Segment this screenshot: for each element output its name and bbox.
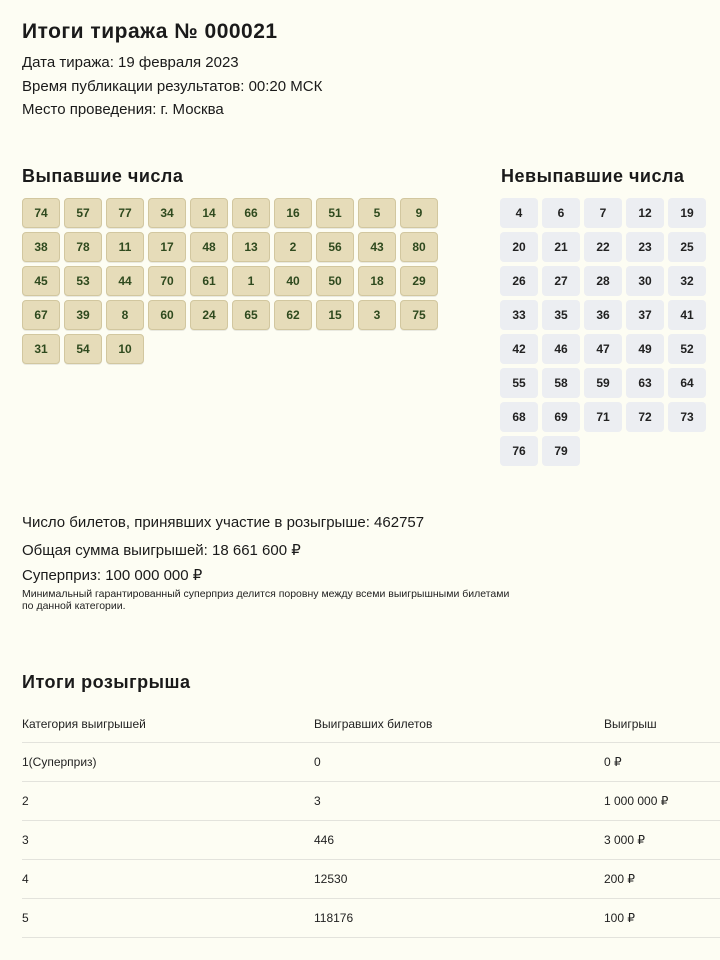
undrawn-number-ball: 37 bbox=[626, 300, 664, 330]
table-row bbox=[22, 821, 720, 860]
drawn-number-ball: 66 bbox=[232, 198, 270, 228]
undrawn-number-ball: 41 bbox=[668, 300, 706, 330]
drawn-number-ball: 61 bbox=[190, 266, 228, 296]
drawn-number-ball: 15 bbox=[316, 300, 354, 330]
table-row bbox=[22, 860, 720, 899]
superprize: Суперприз: 100 000 000 ₽ bbox=[22, 567, 203, 584]
drawn-number-ball: 17 bbox=[148, 232, 186, 262]
drawn-number-ball: 39 bbox=[64, 300, 102, 330]
undrawn-number-ball: 72 bbox=[626, 402, 664, 432]
drawn-number-ball: 60 bbox=[148, 300, 186, 330]
undrawn-number-ball: 68 bbox=[500, 402, 538, 432]
drawn-number-ball: 9 bbox=[400, 198, 438, 228]
undrawn-number-ball: 33 bbox=[500, 300, 538, 330]
drawn-number-ball: 54 bbox=[64, 334, 102, 364]
drawn-number-ball: 65 bbox=[232, 300, 270, 330]
cell-prize: 0 ₽ bbox=[604, 743, 720, 782]
drawn-number-ball: 1 bbox=[232, 266, 270, 296]
cell-winners: 0 bbox=[314, 743, 604, 782]
cell-winners: 3 bbox=[314, 782, 604, 821]
drawn-number-ball: 8 bbox=[106, 300, 144, 330]
cell-winners: 446 bbox=[314, 821, 604, 860]
drawn-number-ball: 5 bbox=[358, 198, 396, 228]
drawn-number-ball: 16 bbox=[274, 198, 312, 228]
drawn-number-ball: 45 bbox=[22, 266, 60, 296]
publish-time: Время публикации результатов: 00:20 МСК bbox=[22, 78, 323, 95]
drawn-number-ball: 44 bbox=[106, 266, 144, 296]
undrawn-number-ball: 79 bbox=[542, 436, 580, 466]
cell-category: 3 bbox=[22, 821, 314, 860]
undrawn-number-ball: 59 bbox=[584, 368, 622, 398]
results-header-row bbox=[22, 706, 720, 743]
undrawn-number-ball: 36 bbox=[584, 300, 622, 330]
results-table bbox=[22, 706, 720, 938]
undrawn-number-ball: 69 bbox=[542, 402, 580, 432]
drawn-number-ball: 62 bbox=[274, 300, 312, 330]
results-heading: Итоги розыгрыша bbox=[22, 672, 191, 692]
undrawn-number-ball: 76 bbox=[500, 436, 538, 466]
tickets-count: Число билетов, принявших участие в розыгрыше: 462757 bbox=[22, 514, 425, 531]
column-header-prize: Выигрыш bbox=[604, 706, 720, 743]
undrawn-number-ball: 25 bbox=[668, 232, 706, 262]
undrawn-number-ball: 35 bbox=[542, 300, 580, 330]
undrawn-number-ball: 71 bbox=[584, 402, 622, 432]
drawn-number-ball: 77 bbox=[106, 198, 144, 228]
undrawn-number-ball: 42 bbox=[500, 334, 538, 364]
drawn-number-ball: 11 bbox=[106, 232, 144, 262]
undrawn-number-ball: 63 bbox=[626, 368, 664, 398]
undrawn-number-ball: 4 bbox=[500, 198, 538, 228]
drawn-number-ball: 67 bbox=[22, 300, 60, 330]
drawn-number-ball: 48 bbox=[190, 232, 228, 262]
drawn-number-ball: 75 bbox=[400, 300, 438, 330]
undrawn-number-ball: 30 bbox=[626, 266, 664, 296]
cell-category: 5 bbox=[22, 899, 314, 938]
draw-date: Дата тиража: 19 февраля 2023 bbox=[22, 54, 239, 71]
undrawn-number-ball: 52 bbox=[668, 334, 706, 364]
draw-location: Место проведения: г. Москва bbox=[22, 101, 224, 118]
drawn-number-ball: 80 bbox=[400, 232, 438, 262]
cell-prize: 3 000 ₽ bbox=[604, 821, 720, 860]
cell-winners: 12530 bbox=[314, 860, 604, 899]
drawn-number-ball: 2 bbox=[274, 232, 312, 262]
page-title: Итоги тиража № 000021 bbox=[22, 20, 278, 43]
superprize-note: Минимальный гарантированный суперприз делится поровну между всеми выигрышными билетами по данной категории. bbox=[22, 588, 510, 612]
column-header-category: Категория выигрышей bbox=[22, 706, 314, 743]
undrawn-number-ball: 21 bbox=[542, 232, 580, 262]
cell-category: 4 bbox=[22, 860, 314, 899]
drawn-number-ball: 53 bbox=[64, 266, 102, 296]
table-row bbox=[22, 743, 720, 782]
column-header-winners: Выигравших билетов bbox=[314, 706, 604, 743]
cell-prize: 100 ₽ bbox=[604, 899, 720, 938]
drawn-number-ball: 10 bbox=[106, 334, 144, 364]
drawn-number-ball: 43 bbox=[358, 232, 396, 262]
drawn-number-ball: 78 bbox=[64, 232, 102, 262]
cell-category: 2 bbox=[22, 782, 314, 821]
drawn-number-ball: 74 bbox=[22, 198, 60, 228]
undrawn-number-ball: 27 bbox=[542, 266, 580, 296]
drawn-numbers-grid bbox=[22, 198, 452, 364]
undrawn-number-ball: 49 bbox=[626, 334, 664, 364]
undrawn-number-ball: 20 bbox=[500, 232, 538, 262]
undrawn-number-ball: 23 bbox=[626, 232, 664, 262]
drawn-number-ball: 18 bbox=[358, 266, 396, 296]
undrawn-number-ball: 55 bbox=[500, 368, 538, 398]
total-winnings: Общая сумма выигрышей: 18 661 600 ₽ bbox=[22, 542, 301, 559]
drawn-number-ball: 14 bbox=[190, 198, 228, 228]
drawn-number-ball: 57 bbox=[64, 198, 102, 228]
undrawn-number-ball: 47 bbox=[584, 334, 622, 364]
undrawn-number-ball: 64 bbox=[668, 368, 706, 398]
cell-prize: 1 000 000 ₽ bbox=[604, 782, 720, 821]
cell-prize: 200 ₽ bbox=[604, 860, 720, 899]
drawn-number-ball: 34 bbox=[148, 198, 186, 228]
drawn-numbers-heading: Выпавшие числа bbox=[22, 166, 184, 186]
undrawn-number-ball: 19 bbox=[668, 198, 706, 228]
drawn-number-ball: 70 bbox=[148, 266, 186, 296]
drawn-number-ball: 50 bbox=[316, 266, 354, 296]
drawn-number-ball: 29 bbox=[400, 266, 438, 296]
undrawn-number-ball: 6 bbox=[542, 198, 580, 228]
undrawn-number-ball: 73 bbox=[668, 402, 706, 432]
drawn-number-ball: 3 bbox=[358, 300, 396, 330]
drawn-number-ball: 24 bbox=[190, 300, 228, 330]
table-row bbox=[22, 782, 720, 821]
undrawn-numbers-grid bbox=[500, 198, 720, 466]
drawn-number-ball: 13 bbox=[232, 232, 270, 262]
undrawn-number-ball: 22 bbox=[584, 232, 622, 262]
cell-winners: 118176 bbox=[314, 899, 604, 938]
table-row bbox=[22, 899, 720, 938]
cell-category: 1(Суперприз) bbox=[22, 743, 314, 782]
undrawn-number-ball: 32 bbox=[668, 266, 706, 296]
undrawn-number-ball: 46 bbox=[542, 334, 580, 364]
undrawn-number-ball: 58 bbox=[542, 368, 580, 398]
undrawn-numbers-heading: Невыпавшие числа bbox=[501, 166, 685, 186]
undrawn-number-ball: 28 bbox=[584, 266, 622, 296]
undrawn-number-ball: 12 bbox=[626, 198, 664, 228]
drawn-number-ball: 40 bbox=[274, 266, 312, 296]
drawn-number-ball: 31 bbox=[22, 334, 60, 364]
undrawn-number-ball: 7 bbox=[584, 198, 622, 228]
drawn-number-ball: 38 bbox=[22, 232, 60, 262]
drawn-number-ball: 51 bbox=[316, 198, 354, 228]
undrawn-number-ball: 26 bbox=[500, 266, 538, 296]
drawn-number-ball: 56 bbox=[316, 232, 354, 262]
